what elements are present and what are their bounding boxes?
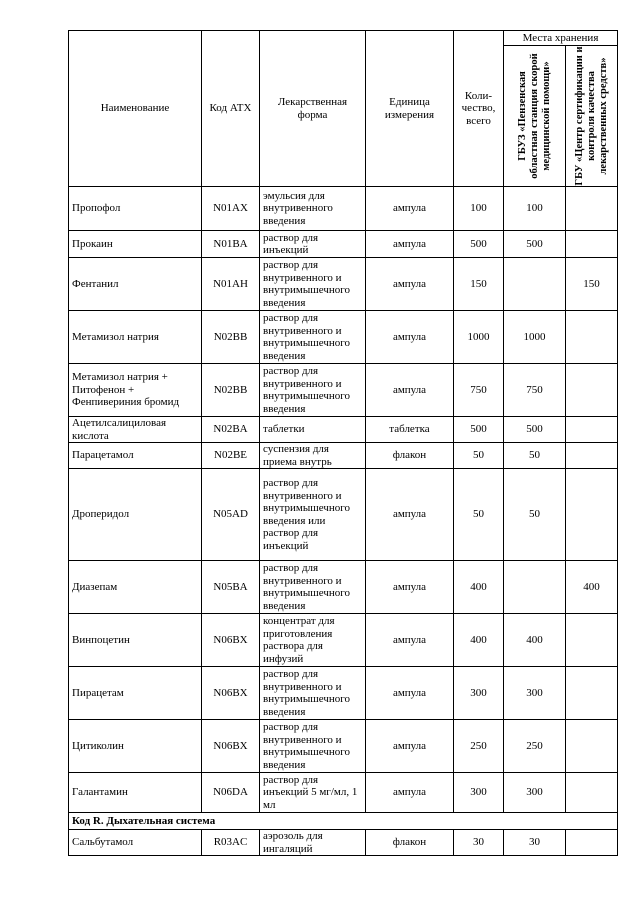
quantity-certification [566,443,618,469]
header-dosage-form: Лекарственная форма [260,31,366,187]
atc-code: R03AC [202,830,260,856]
table-row [69,443,618,469]
drug-name: Цитиколин [69,720,202,773]
drug-name: Пирацетам [69,667,202,720]
quantity-certification: 400 [566,561,618,614]
table-row [69,561,618,614]
table-row [69,231,618,258]
quantity-certification [566,773,618,813]
dosage-form: раствор для инъекций [260,231,366,258]
drug-name: Диазепам [69,561,202,614]
atc-code: N01BA [202,231,260,258]
dosage-form: раствор для инъекций 5 мг/мл, 1 мл [260,773,366,813]
quantity-total: 30 [454,830,504,856]
drug-name: Прокаин [69,231,202,258]
quantity-certification [566,231,618,258]
dosage-form: раствор для внутривенного и внутримышечного введения или раствор для инъекций [260,469,366,561]
quantity-certification [566,830,618,856]
quantity-total: 400 [454,561,504,614]
quantity-ambulance: 1000 [504,311,566,364]
table-row [69,364,618,417]
drug-name: Винпоцетин [69,614,202,667]
atc-code: N06BX [202,667,260,720]
drug-name: Пропофол [69,187,202,231]
table-row [69,720,618,773]
unit: ампула [366,773,454,813]
quantity-total: 150 [454,258,504,311]
table-body [69,187,618,813]
dosage-form: таблетки [260,417,366,443]
table-row [69,469,618,561]
header-storage-certification [566,46,618,187]
atc-code: N01AX [202,187,260,231]
dosage-form: раствор для внутривенного и внутримышечного введения [260,561,366,614]
unit: ампула [366,720,454,773]
table-row [69,187,618,231]
quantity-total: 50 [454,469,504,561]
drug-name: Галантамин [69,773,202,813]
quantity-certification [566,720,618,773]
drug-name: Фентанил [69,258,202,311]
header-storage-ambulance-text: ГБУЗ «Пензенская областная станция скорой медицинской помощи» [516,53,552,179]
unit: ампула [366,364,454,417]
table-row [69,417,618,443]
unit: ампула [366,311,454,364]
quantity-total: 500 [454,231,504,258]
quantity-ambulance [504,258,566,311]
atc-code: N06DA [202,773,260,813]
table-row [69,258,618,311]
quantity-certification [566,417,618,443]
unit: флакон [366,443,454,469]
unit: ампула [366,667,454,720]
quantity-certification [566,614,618,667]
quantity-ambulance: 100 [504,187,566,231]
quantity-ambulance: 300 [504,773,566,813]
unit: ампула [366,187,454,231]
quantity-ambulance: 500 [504,231,566,258]
section-row [69,813,618,830]
atc-code: N06BX [202,720,260,773]
drug-name: Ацетилсалициловая кислота [69,417,202,443]
dosage-form: суспензия для приема внутрь [260,443,366,469]
quantity-ambulance [504,561,566,614]
section-body [69,813,618,830]
header-name: Наименование [69,31,202,187]
atc-code: N05BA [202,561,260,614]
quantity-ambulance: 400 [504,614,566,667]
quantity-total: 250 [454,720,504,773]
drug-name: Метамизол натрия [69,311,202,364]
unit: ампула [366,469,454,561]
unit: флакон [366,830,454,856]
header-unit: Единица измерения [366,31,454,187]
quantity-ambulance: 30 [504,830,566,856]
header-quantity: Коли-чество, всего [454,31,504,187]
quantity-certification [566,469,618,561]
header-storage-places: Места хранения [504,31,618,46]
unit: ампула [366,614,454,667]
table-row [69,311,618,364]
quantity-total: 300 [454,773,504,813]
quantity-ambulance: 300 [504,667,566,720]
drug-name: Дроперидол [69,469,202,561]
unit: ампула [366,231,454,258]
dosage-form: раствор для внутривенного и внутримышечного введения [260,364,366,417]
dosage-form: аэрозоль для ингаляций [260,830,366,856]
table-row [69,667,618,720]
quantity-total: 1000 [454,311,504,364]
dosage-form: концентрат для приготовления раствора для инфузий [260,614,366,667]
quantity-total: 400 [454,614,504,667]
dosage-form: раствор для внутривенного и внутримышечного введения [260,258,366,311]
table-row [69,614,618,667]
table-body-respiratory [69,830,618,856]
atc-code: N02BB [202,311,260,364]
unit: ампула [366,561,454,614]
quantity-ambulance: 50 [504,443,566,469]
quantity-total: 100 [454,187,504,231]
quantity-certification [566,667,618,720]
quantity-ambulance: 50 [504,469,566,561]
atc-code: N02BE [202,443,260,469]
quantity-ambulance: 750 [504,364,566,417]
quantity-certification [566,364,618,417]
table-row [69,830,618,856]
quantity-certification [566,311,618,364]
header-atc-code: Код АТХ [202,31,260,187]
header-storage-ambulance [504,46,566,187]
atc-code: N02BA [202,417,260,443]
table-row [69,773,618,813]
drug-name: Сальбутамол [69,830,202,856]
dosage-form: раствор для внутривенного и внутримышечного введения [260,667,366,720]
atc-code: N05AD [202,469,260,561]
quantity-total: 300 [454,667,504,720]
unit: ампула [366,258,454,311]
quantity-ambulance: 250 [504,720,566,773]
quantity-total: 50 [454,443,504,469]
dosage-form: раствор для внутривенного и внутримышечного введения [260,311,366,364]
atc-code: N01AH [202,258,260,311]
drug-name: Метамизол натрия + Питофенон + Фенпивериния бромид [69,364,202,417]
quantity-ambulance: 500 [504,417,566,443]
atc-code: N06BX [202,614,260,667]
drug-name: Парацетамол [69,443,202,469]
drug-storage-table [68,30,618,856]
dosage-form: раствор для внутривенного и внутримышечного введения [260,720,366,773]
atc-code: N02BB [202,364,260,417]
dosage-form: эмульсия для внутривенного введения [260,187,366,231]
header-storage-certification-text: ГБУ «Центр сертификации и контроля качества лекарственных средств» [573,46,609,186]
quantity-certification [566,187,618,231]
unit: таблетка [366,417,454,443]
quantity-total: 750 [454,364,504,417]
quantity-certification: 150 [566,258,618,311]
section-title: Код R. Дыхательная система [69,813,618,830]
quantity-total: 500 [454,417,504,443]
